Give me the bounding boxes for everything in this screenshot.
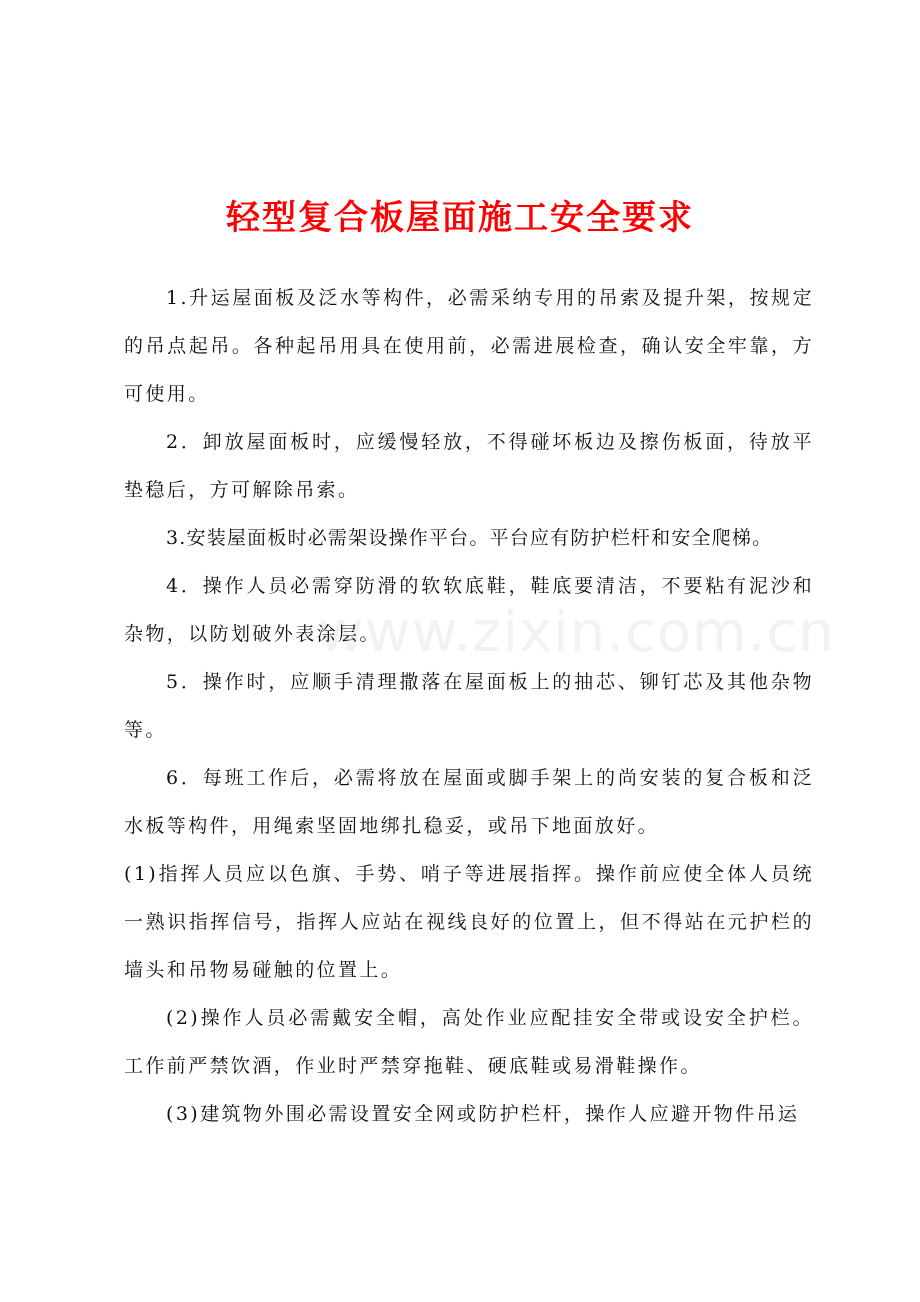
- document-title: 轻型复合板屋面施工安全要求: [226, 198, 694, 238]
- watermark: www.zixin.com.cn: [318, 600, 835, 665]
- paragraph-3: 3.安装屋面板时必需架设操作平台。平台应有防护栏杆和安全爬梯。: [166, 527, 773, 549]
- paragraph-9: (3)建筑物外围必需设置安全网或防护栏杆，操作人应避开物件吊运: [166, 1103, 800, 1125]
- paragraph-1: 1.升运屋面板及泛水等构件，必需采纳专用的吊索及提升架，按规定的吊点起吊。各种起吊用具在使用前，必需进展检查，确认安全牢靠，方可使用。: [124, 287, 814, 405]
- document-body: [124, 274, 814, 1138]
- paragraph-2: 2．卸放屋面板时，应缓慢轻放，不得碰坏板边及擦伤板面，待放平垫稳后，方可解除吊索。: [124, 431, 814, 501]
- paragraph-4: 4．操作人员必需穿防滑的软软底鞋，鞋底要清洁，不要粘有泥沙和杂物，以防划破外表涂层。: [124, 575, 814, 645]
- paragraph-6: 6．每班工作后，必需将放在屋面或脚手架上的尚安装的复合板和泛水板等构件，用绳索坚固地绑扎稳妥，或吊下地面放好。: [124, 767, 814, 837]
- paragraph-7: (1)指挥人员应以色旗、手势、哨子等进展指挥。操作前应使全体人员统一熟识指挥信号，指挥人应站在视线良好的位置上，但不得站在元护栏的墙头和吊物易碰触的位置上。: [124, 863, 814, 981]
- paragraph-8: (2)操作人员必需戴安全帽，高处作业应配挂安全带或设安全护栏。工作前严禁饮酒，作业时严禁穿拖鞋、硬底鞋或易滑鞋操作。: [124, 1007, 814, 1077]
- paragraph-5: 5．操作时，应顺手清理撒落在屋面板上的抽芯、铆钉芯及其他杂物等。: [124, 671, 814, 741]
